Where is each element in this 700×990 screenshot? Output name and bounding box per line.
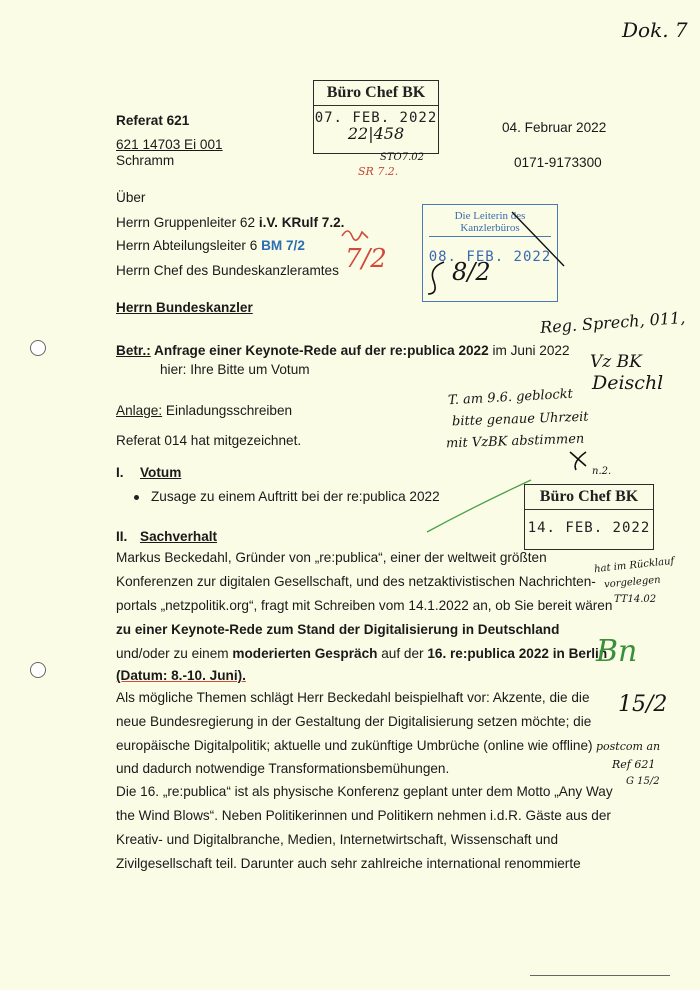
punch-hole-top (30, 340, 46, 356)
body-line-5 (116, 645, 607, 663)
mitzeichnung: Referat 014 hat mitgezeichnet. (116, 433, 302, 448)
body-5c: auf der (377, 646, 428, 661)
stamp-leiterin-date: 08. FEB. 2022 (428, 249, 552, 265)
subject-label: Betr.: (116, 343, 151, 358)
note-reg-sprech: Reg. Sprech, 011, (539, 307, 686, 338)
subject-line (116, 342, 570, 360)
note-tt1402: TT14.02 (614, 594, 657, 605)
stamp-2-title: Büro Chef BK (539, 488, 639, 505)
routing-al-text: Herrn Abteilungsleiter 6 (116, 238, 262, 253)
body2-line-1: Als mögliche Themen schlägt Herr Beckedahl beispielhaft vor: Akzente, die die (116, 690, 590, 705)
body2-line-6: the Wind Blows“. Neben Politikerinnen und Politikern nehmen i.d.R. Gäste aus der (116, 808, 611, 823)
initial-mark (566, 448, 592, 474)
sender-name: Schramm (116, 153, 175, 168)
routing-gl-text: Herrn Gruppenleiter 62 (116, 215, 259, 230)
subject-line-2: hier: Ihre Bitte um Votum (160, 362, 310, 377)
stamp-number: 22|458 (347, 124, 405, 143)
section-2-number: II. (116, 529, 128, 544)
subject-text-rest: im Juni 2022 (488, 343, 570, 358)
body-line-2: Konferenzen zur digitalen Gesellschaft, und des netzaktivistischen Nachrichten- (116, 574, 596, 589)
body-line-6: (Datum: 8.-10. Juni). (116, 668, 246, 683)
signature-8-2: 8/2 (452, 258, 491, 286)
punch-hole-bottom (30, 662, 46, 678)
body-5d: 16. re:publica 2022 in Berlin (427, 646, 608, 661)
phone-number: 0171-9173300 (514, 155, 602, 170)
note-abstimmen: mit VzBK abstimmen (445, 431, 585, 452)
note-g-15-2: G 15/2 (626, 776, 660, 787)
note-initial-n2: n.2. (592, 466, 612, 477)
green-stroke (425, 476, 535, 536)
stamp-title: Büro Chef BK (326, 84, 426, 101)
note-uhrzeit: bitte genaue Uhrzeit (451, 409, 589, 430)
subject-text-bold: Anfrage einer Keynote-Rede auf der re:publica 2022 (150, 343, 489, 358)
bullet-icon (134, 495, 139, 500)
note-vorgelegen: vorgelegen (603, 574, 662, 591)
signature-loop (424, 258, 454, 298)
referat: Referat 621 (116, 113, 190, 128)
body-5a: und/oder zu einem (116, 646, 233, 661)
body-line-3: portals „netzpolitik.org“, fragt mit Schreiben vom 14.1.2022 an, ob Sie bereit wären (116, 598, 613, 613)
document-date: 04. Februar 2022 (502, 120, 607, 135)
section-2-title: Sachverhalt (140, 529, 218, 544)
body2-line-5: Die 16. „re:publica“ ist als physische Konferenz geplant unter dem Motto „Any Way (116, 784, 613, 799)
note-ruecklauf: hat im Rücklauf (593, 555, 675, 576)
stamp-leiterin-line2: Kanzlerbüros (460, 222, 520, 234)
stamp-date: 07. FEB. 2022 (314, 110, 438, 126)
stamp-initials: STO7.02 (380, 152, 424, 163)
red-scribble (340, 224, 370, 244)
anlage-label: Anlage: (116, 403, 163, 418)
body2-line-4: und dadurch notwendige Transformationsbemühungen. (116, 761, 450, 776)
votum-bullet-item (134, 488, 440, 506)
routing-line-gl (116, 214, 344, 232)
addressee: Herrn Bundeskanzler (116, 300, 253, 315)
body-line-1: Markus Beckedahl, Gründer von „re:publica“, einer der weltweit größten (116, 550, 547, 565)
body2-line-7: Kreativ- und Digitalbranche, Medien, Internetwirtschaft, Wissenschaft und (116, 832, 559, 847)
body-5b: moderierten Gespräch (232, 646, 378, 661)
stamp-buero-chef-bk (313, 80, 439, 154)
body2-line-2: neue Bundesregierung in der Gestaltung der Digitalisierung setzen möchte; die (116, 714, 592, 729)
section-1-number: I. (116, 465, 124, 480)
green-note-bn: Bn (596, 634, 638, 669)
stamp-leiterin-line1: Die Leiterin des (454, 210, 526, 222)
diagonal-strike (508, 210, 568, 270)
anlage-text: Einladungsschreiben (162, 403, 293, 418)
ueber: Über (116, 190, 146, 205)
stamp-2-date: 14. FEB. 2022 (527, 520, 651, 536)
anlage-line (116, 402, 292, 420)
red-initials: 7/2 (345, 244, 387, 274)
body2-line-3: europäische Digitalpolitik; aktuelle und zukünftige Umbrüche (online wie offline) (116, 738, 593, 753)
routing-line-al (116, 237, 305, 255)
stamp-initials-red: SR 7.2. (358, 165, 399, 178)
section-1-title: Votum (140, 465, 182, 480)
votum-bullet-text: Zusage zu einem Auftritt bei der re:publica 2022 (151, 489, 440, 504)
routing-gl-hand: i.V. KRulf 7.2. (258, 215, 345, 230)
body2-line-8: Zivilgesellschaft teil. Darunter auch sehr zahlreiche international renommierte (116, 856, 581, 871)
body-line-4: zu einer Keynote-Rede zum Stand der Digitalisierung in Deutschland (116, 622, 560, 637)
note-date-15-2: 15/2 (618, 692, 668, 717)
bottom-rule (530, 975, 670, 976)
note-postcom: postcom an (596, 740, 661, 753)
note-deischl: Deischl (592, 372, 664, 394)
routing-line-chef: Herrn Chef des Bundeskanzleramtes (116, 263, 339, 278)
routing-al-hand: BM 7/2 (261, 238, 305, 253)
document-number: Dok. 7 (622, 18, 688, 42)
aktenzeichen: 621 14703 Ei 001 (116, 137, 223, 152)
stamp-buero-chef-bk-2 (524, 484, 654, 550)
note-ref-621: Ref 621 (612, 758, 656, 771)
note-vz-bk: Vz BK (590, 352, 642, 372)
note-blocked: T. am 9.6. geblockt (447, 386, 574, 409)
